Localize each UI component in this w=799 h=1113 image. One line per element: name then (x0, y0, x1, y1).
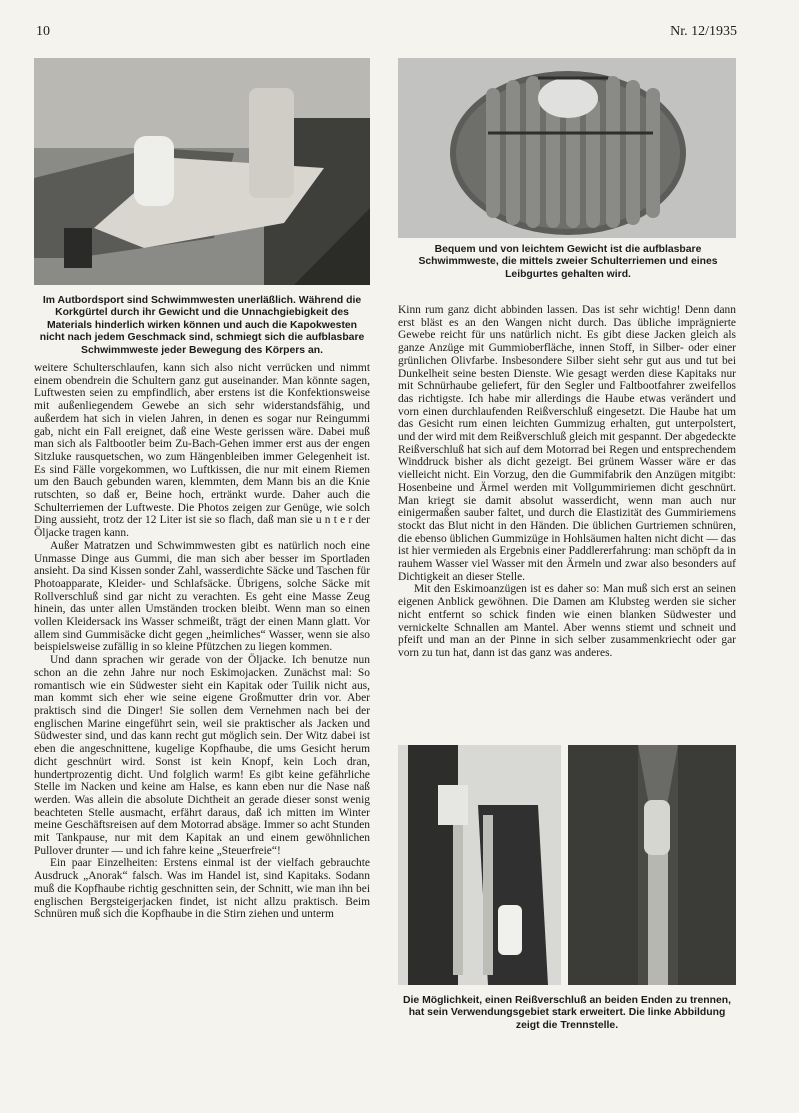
left-column (34, 362, 370, 921)
paragraph: Außer Matratzen und Schwimmwesten gibt es natürlich noch eine Unmasse Dinge aus Gummi, die man sich aber besser im Sportladen ansieht. Da sind Kissen sonder Zahl, wasserdichte Säcke und Taschen für Photoapparate, Kleider- und Schlafsäcke. Übrigens, solche Säcke mit Rollverschluß sind gar nicht zu verachten. Es geht eine Masse Zeug hinein, das unter allen Umständen trocken bleibt. Wenn man so einen vollen Kleidersack ins Wasser schmeißt, trägt der einen Mann glatt. Vor allem sind Gummisäcke dicht gegen „heimliches“ Wasser, wenn sie also beispielsweise zufällig in so kleine Pfützchen zu liegen kommen. (34, 539, 370, 654)
zipper-caption: Die Möglichkeit, einen Reißverschluß an beiden Enden zu trennen, hat sein Verwendungsgebiet stark erweitert. Die linke Abbildung zeigt die Trennstelle. (403, 995, 731, 1031)
paragraph: Und dann sprachen wir gerade von der Öljacke. Ich benutze nun schon an die zehn Jahre nur noch Eskimojacken. Zunächst mal: So romantisch wie ein Südwester sieht ein Kapitak oder Tuilik nicht aus, man kommt sich eher wie seine eigene Großmutter drin vor. Aber praktisch sind die Dinger! Sie sollen dem Vernehmen nach bei der englischen Marine eingeführt sein, weil sie praktischer als Jacken und Südwester sind, und das kann recht gut möglich sein. Der Witz dabei ist eben die angeschnittene, kugelige Kopfhaube, die ums Gesicht herum dicht geschnürt wird. Sonst ist kein Knopf, kein Loch dran, hundertprozentig dicht. Und folglich warm! Es gibt keine gefährliche Stelle im Nacken und keine am Halse, es kann eben nur die Nase naß werden. Was allein die absolute Dichtheit an gerade dieser sonst wenig beachteten Stelle ausmacht, erfährt daraus, daß ich mitten im Winter meine Geschäftsreisen auf dem Motorrad absäge. Immer so acht Stunden mit Tankpause, nur mit dem Kapitak an und einem gewöhnlichen Pullover drunter — und ich fahre keine „Steuerfreie“! (34, 654, 370, 857)
vest-photo (398, 58, 736, 238)
page-number: 10 (36, 24, 50, 39)
paragraph: weitere Schulterschlaufen, kann sich also nicht verrücken und nimmt einem obendrein die Schultern ganz gut auseinander. Man könnte sagen, Luftwesten seien zu empfindlich, aber erstens ist die Konfektionsweise mit außenliegendem Gewebe an sich sehr widerstandsfähig, und außerdem hat sich in vielen Jahren, in denen es sogar nur Reingummi gab, nicht ein Fall ereignet, daß eine Weste gerissen wäre. Dabei muß man sich als Faltbootler beim Zu-Bach-Gehen immer erst aus der engen Sitzluke rausquetschen, wo zum Hängenbleiben immer Gelegenheit ist. Es sind Fälle vorgekommen, wo Luftkissen, die nur mit einem Riemen um den Bauch gebunden waren, klemmten, dem Mann bis an die Knie rutschten, so daß er, Beine hoch, ertränkt wurde. Daher auch die Schulterriemen der Luftweste. Die Photos zeigen zur Genüge, wie solch Ding aussieht, trotz der 12 Liter ist sie so flach, daß man sie u n t e r der Öljacke tragen kann. (34, 362, 370, 540)
issue-number: Nr. 12/1935 (670, 24, 737, 39)
boat-photo (34, 58, 370, 285)
zipper-photo-left (398, 745, 561, 985)
paragraph: Kinn rum ganz dicht abbinden lassen. Das ist sehr wichtig! Denn dann erst bläst es an den Wangen nicht durch. Das übliche imprägnierte Gewebe reicht für uns natürlich nicht. Es gibt diese Jacken gleich als ganze Anzüge mit Gummioberfläche, innen Stoff, in Silber- oder einer grünlichen Olivfarbe. Insbesondere Silber sieht sehr gut aus und tut bei Dunkelheit seine besten Dienste. Wie gesagt werden diese Kapitaks nur mit Schnürhaube geliefert, für den Segler und Faltbootfahrer zweifellos das richtigste. Ich habe mir allerdings die Haube etwas verändert und vorn einen durchlaufenden Reißverschluß eingesetzt. Die Haube hat um das Gesicht rum einen leichten Gummizug erhalten, gut unterpolstert, und der wird mit dem Reißverschluß gleich mit gespannt. Der abgedeckte Reißverschluß hat sich auf dem Motorrad bei Regen und entsprechendem Winddruck bisher als dicht gezeigt. Bei grünem Wasser wäre er das vielleicht nicht. Ein Vorzug, den die Gummifabrik den Anzügen mitgibt: Hosenbeine und Ärmel werden mit Vollgummiriemen dicht geschnürt. Man kriegt sie damit absolut wasserdicht, wenn man auch nur einigermaßen sauber faltet, und durch die Elastizität des Gummiriemens stockt das Blut nicht in den Händen. Die üblichen Gurtriemen schnüren, die ebenso üblichen Gummizüge in Hohlsäumen halten nicht dicht — das ist hier vermieden als Ergebnis einer Paddlererfahrung: man schöpft da in rauhem Wasser viel Wasser mit den Ärmeln und zwar also besonders auf Dichtigkeit an dieser Stelle. (398, 304, 736, 583)
boat-caption: Im Autbordsport sind Schwimmwesten unerläßlich. Während die Korkgürtel durch ihr Gewicht und die Unnachgiebigkeit des Materials hinderlich wirken können und auch die Kapokwesten nicht nach jedem Geschmack sind, schmiegt sich die aufblasbare Schwimmweste jeder Bewegung des Körpers an. (39, 295, 365, 356)
paragraph: Mit den Eskimoanzügen ist es daher so: Man muß sich erst an seinen eigenen Anblick gewöhnen. Die Damen am Klubsteg werden sie sicher nicht entfernt so schick finden wie einen blanken Südwester und vernickelte Schnallen am Mantel. Aber wenns stiemt und schneit und pfeift und man an der Pinne in sich selber zusammenkriecht oder gar vorn zu tun hat, dann ist das ganz was anderes. (398, 583, 736, 659)
vest-caption: Bequem und von leichtem Gewicht ist die aufblasbare Schwimmweste, die mittels zweier Schulterriemen und eines Leibgurtes gehalten wird. (418, 244, 718, 280)
zipper-photo-right (568, 745, 736, 985)
right-column (398, 304, 736, 660)
paragraph: Ein paar Einzelheiten: Erstens einmal ist der vielfach gebrauchte Ausdruck „Anorak“ falsch. Was im Handel ist, sind Kapitaks. Sodann muß die Kopfhaube richtig geschnitten sein, der Schnitt, wie man ihn bei englischen Bergsteigerjacken findet, ist nicht allzu praktisch. Beim Schnüren muß sich die Kopfhaube in die Stirn ziehen und unterm (34, 857, 370, 921)
